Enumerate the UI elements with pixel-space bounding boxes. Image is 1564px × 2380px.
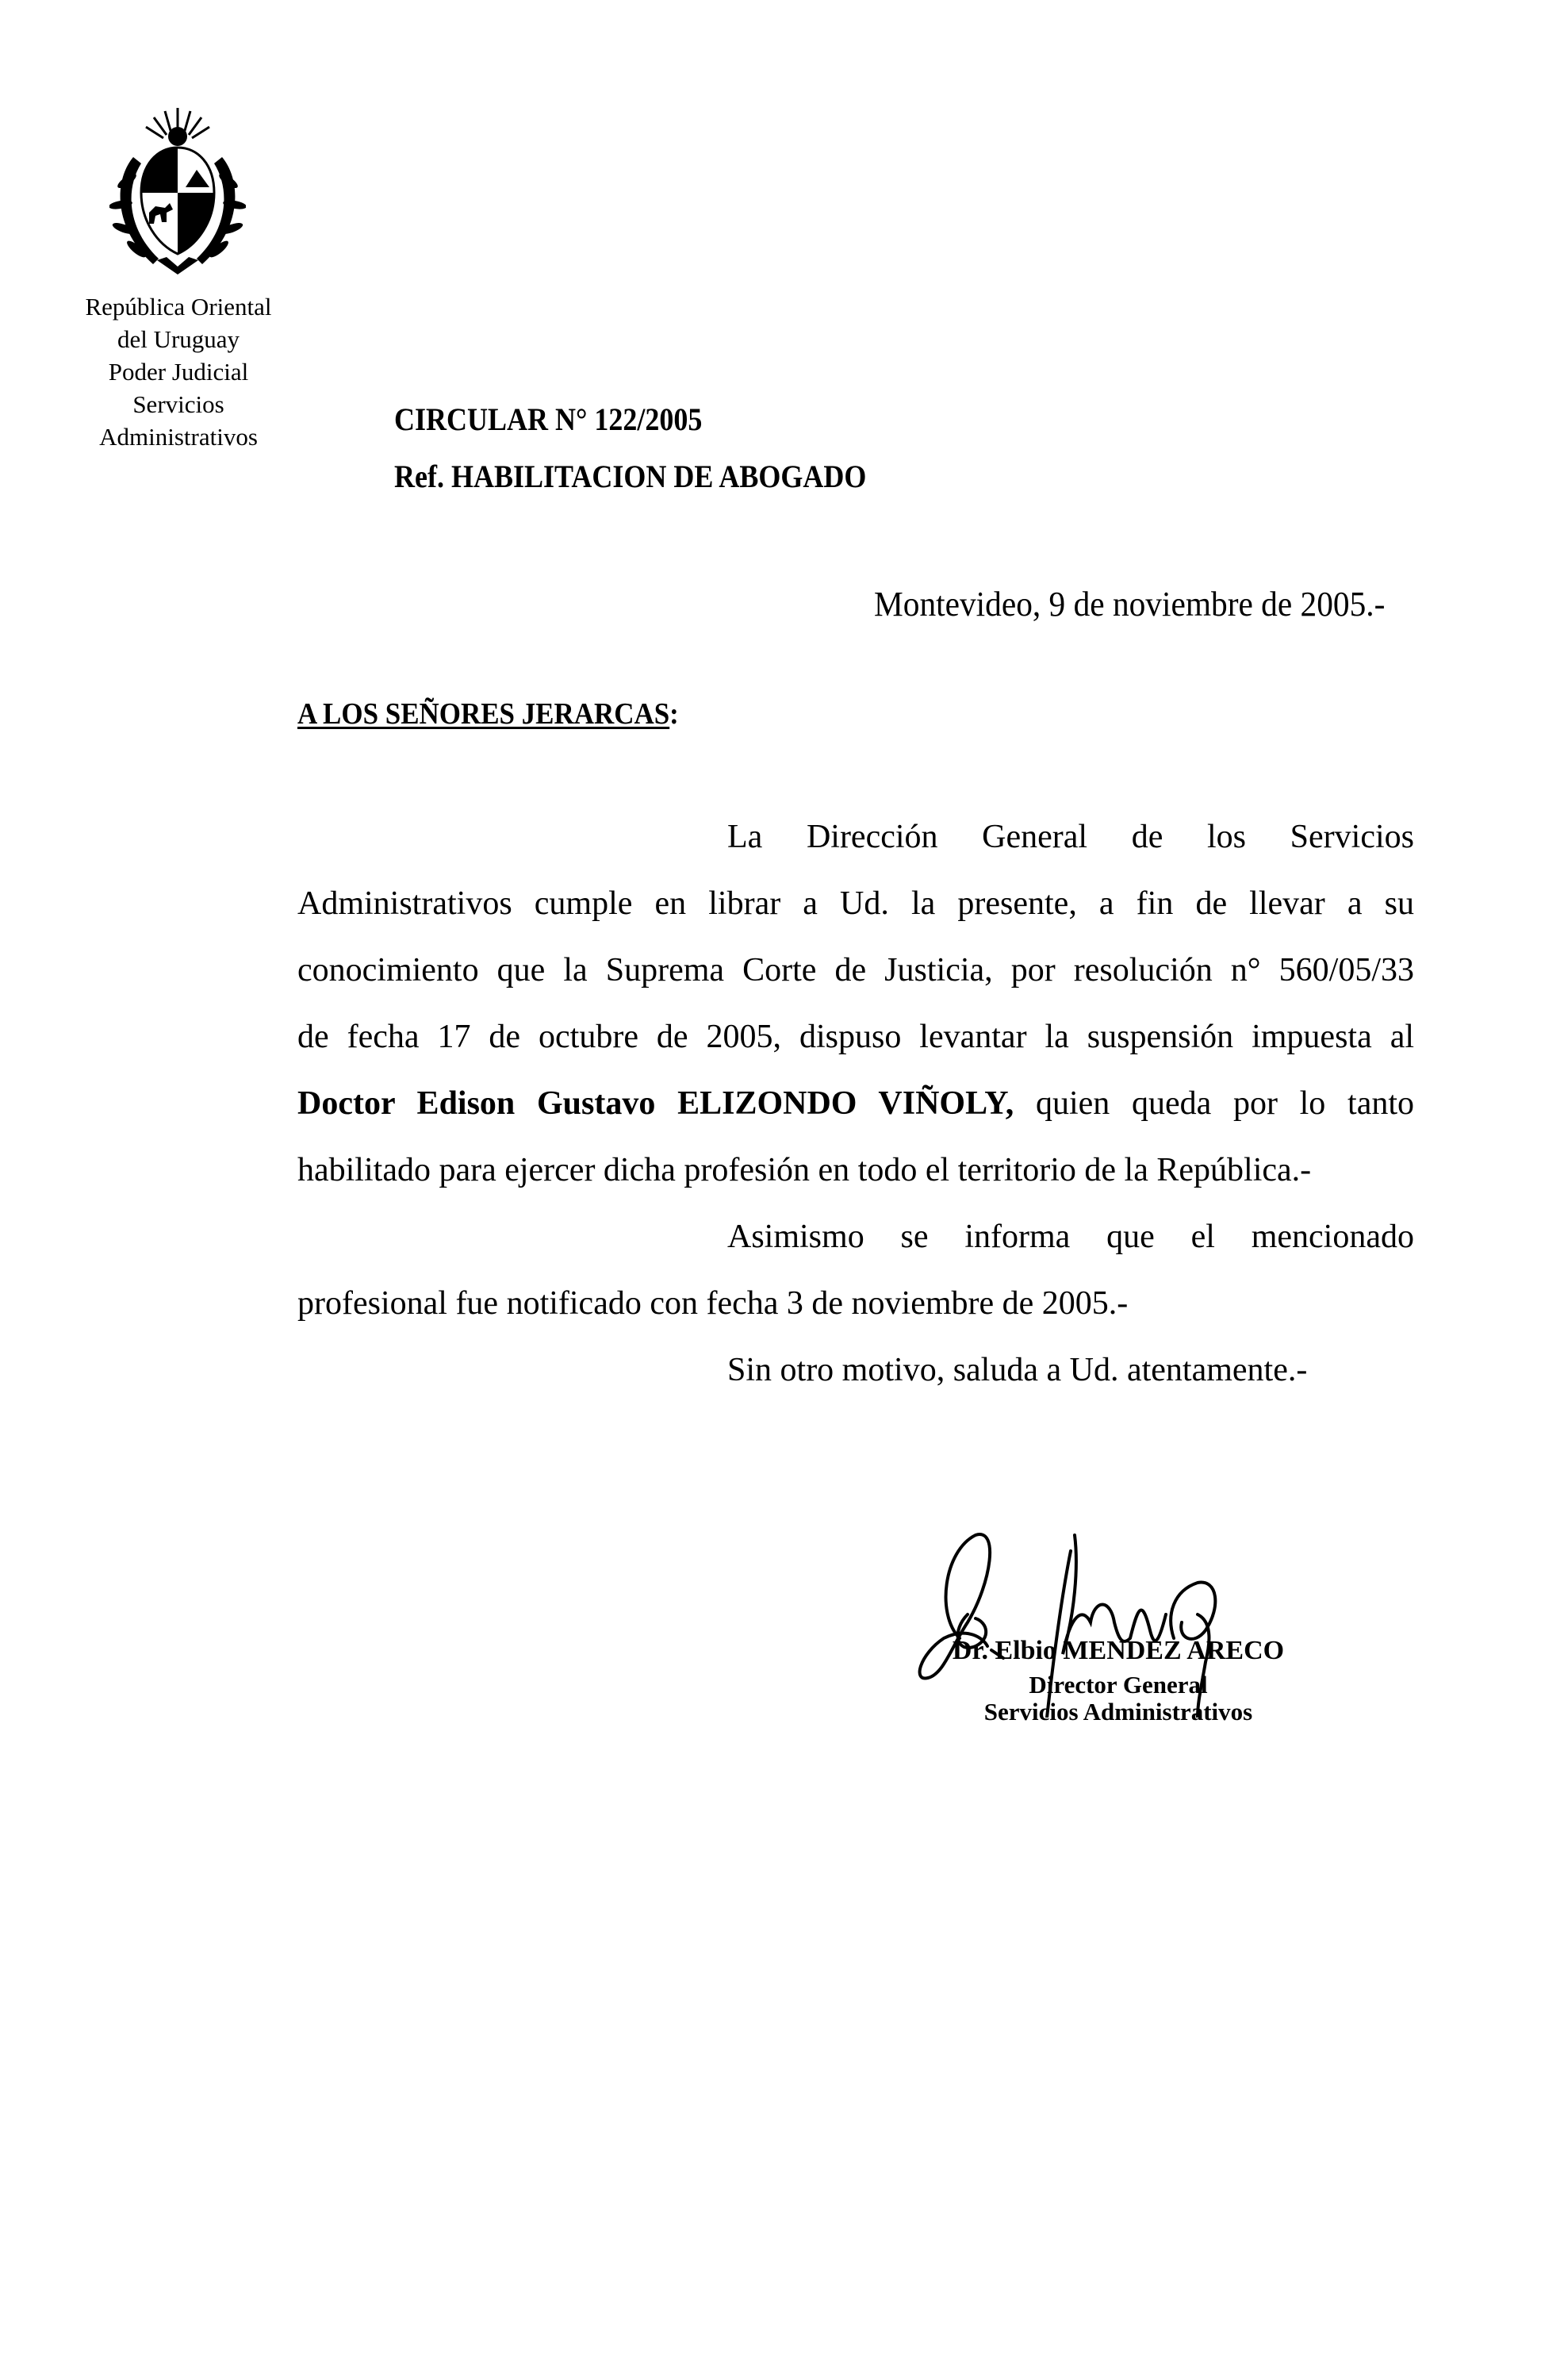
body-line bbox=[297, 1070, 1414, 1137]
closing-line: Sin otro motivo, saluda a Ud. atentamente.- bbox=[727, 1352, 1308, 1388]
letterhead-text bbox=[56, 290, 301, 453]
paragraph-closing bbox=[297, 1337, 1414, 1403]
lawyer-name: Doctor Edison Gustavo ELIZONDO VIÑOLY, bbox=[297, 1085, 1014, 1122]
greeting-colon: : bbox=[669, 697, 679, 731]
signatory-department: Servicios Administrativos bbox=[983, 1698, 1253, 1726]
body-line: Administrativos cumple en librar a Ud. la presente, a fin de llevar a su bbox=[297, 885, 1414, 922]
body-line: habilitado para ejercer dicha profesión en todo el territorio de la República.- bbox=[297, 1152, 1312, 1188]
body-line: profesional fue notificado con fecha 3 de noviembre de 2005.- bbox=[297, 1285, 1129, 1322]
letterhead-line: República Oriental bbox=[85, 293, 272, 321]
shield bbox=[141, 148, 214, 254]
letterhead-line: del Uruguay bbox=[117, 325, 240, 353]
greeting bbox=[297, 697, 679, 731]
body-text: quien queda por lo tanto bbox=[1035, 1085, 1414, 1122]
circular-number: CIRCULAR N° 122/2005 bbox=[394, 401, 703, 437]
circular-reference: Ref. HABILITACION DE ABOGADO bbox=[394, 459, 867, 494]
letterhead-line: Poder Judicial bbox=[108, 358, 249, 386]
letterhead-line: Administrativos bbox=[99, 423, 258, 451]
paragraph-1 bbox=[297, 804, 1414, 1203]
letterhead-line: Servicios bbox=[132, 390, 224, 418]
letter-body bbox=[297, 804, 1414, 1403]
body-line: Asimismo se informa que el mencionado bbox=[727, 1219, 1414, 1255]
date-line: Montevideo, 9 de noviembre de 2005.- bbox=[874, 585, 1386, 624]
body-line: conocimiento que la Suprema Corte de Justicia, por resolución n° 560/05/33 bbox=[297, 952, 1414, 988]
greeting-text: A LOS SEÑORES JERARCAS bbox=[297, 697, 670, 731]
paragraph-2 bbox=[297, 1203, 1414, 1337]
uruguay-coat-of-arms-icon bbox=[109, 102, 246, 278]
body-line: La Dirección General de los Servicios bbox=[727, 819, 1414, 855]
signatory-name: Dr. Elbio MENDEZ ARECO bbox=[952, 1636, 1285, 1665]
body-line: de fecha 17 de octubre de 2005, dispuso levantar la suspensión impuesta al bbox=[297, 1019, 1414, 1055]
signatory-title: Director General bbox=[1029, 1671, 1208, 1699]
